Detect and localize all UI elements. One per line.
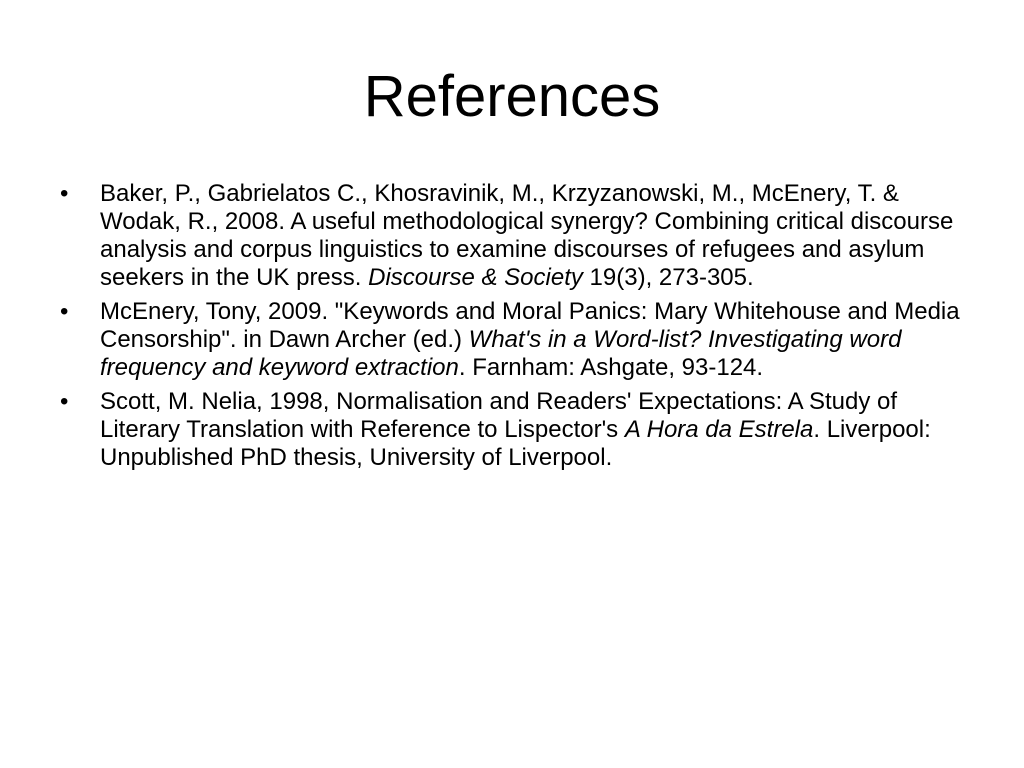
reference-journal: Discourse & Society [368, 264, 583, 291]
references-list [56, 180, 976, 478]
bullet-icon: • [60, 388, 69, 415]
reference-details: . Farnham: Ashgate, 93-124. [458, 354, 764, 381]
reference-details: 19(3), 273-305. [582, 264, 754, 291]
reference-work-title: A Hora da Estrela [624, 416, 814, 443]
bullet-icon: • [60, 298, 69, 325]
bullet-icon: • [60, 180, 69, 207]
reference-item [56, 388, 976, 472]
reference-text: Baker, P., Gabrielatos C., Khosravinik, M., Krzyzanowski, M., McEnery, T. & Wodak, R., 2008. A useful methodological synergy? Combining critical discourse analysis and corpus linguistics to examine discourses of refugees and asylum seekers in the UK press. [100, 180, 954, 291]
reference-text: McEnery, Tony, 2009. "Keywords and Moral Panics: Mary Whitehouse and Media Censorship". in Dawn Archer (ed.) [100, 298, 960, 353]
reference-item [56, 180, 976, 292]
reference-item [56, 298, 976, 382]
slide-title: References [363, 64, 661, 129]
reference-book-title: What's in a Word-list? Investigating word frequency and keyword extraction [100, 326, 902, 381]
reference-text: Scott, M. Nelia, 1998, Normalisation and Readers' Expectations: A Study of Literary Translation with Reference to Lispector's [100, 388, 898, 443]
reference-details: . Liverpool: Unpublished PhD thesis, University of Liverpool. [100, 416, 931, 471]
